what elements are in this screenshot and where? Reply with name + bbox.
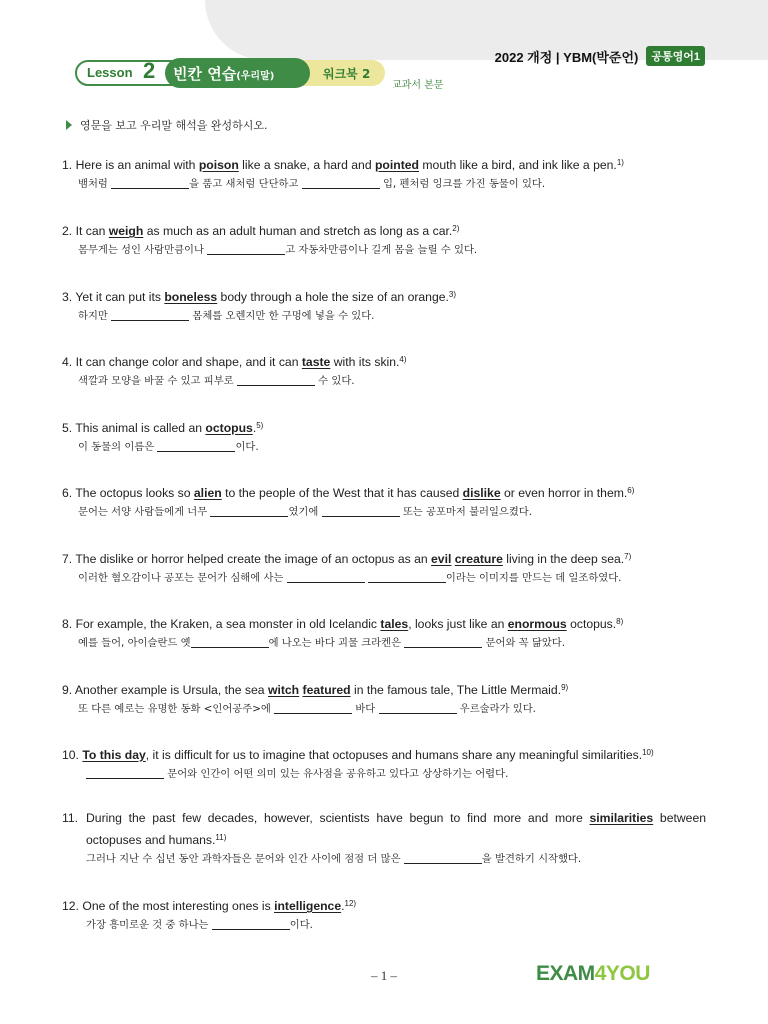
- sentence-text: During the past few decades, however, scientists have begun to find more and more: [86, 811, 590, 825]
- answer-blank[interactable]: [210, 505, 288, 517]
- korean-translation: [62, 569, 712, 588]
- curriculum-label: 2022 개정 | YBM(박준언): [494, 49, 639, 65]
- footnote-mark: 5): [256, 421, 264, 430]
- footnote-mark: 7): [624, 552, 632, 561]
- translation-text: 몸체를 오렌지만 한 구멍에 넣을 수 있다.: [189, 310, 375, 322]
- translation-text: 뱀처럼: [78, 178, 112, 190]
- exercise-item: [62, 219, 712, 260]
- korean-translation: [62, 438, 712, 457]
- english-sentence: [62, 416, 712, 438]
- korean-translation: [62, 634, 712, 653]
- exercise-item: [62, 678, 712, 719]
- footnote-mark: 9): [561, 683, 569, 692]
- footnote-mark: 6): [627, 486, 635, 495]
- keyword: boneless: [164, 290, 218, 304]
- english-sentence: [62, 219, 712, 241]
- sentence-text: It can: [75, 224, 109, 238]
- translation-text: 에 나오는 바다 괴물 크라켄은: [268, 637, 405, 649]
- instruction-text: 영문을 보고 우리말 해석을 완성하시오.: [80, 119, 268, 132]
- answer-blank[interactable]: [207, 243, 285, 255]
- sentence-text: as much as an adult human and stretch as long as a car.: [143, 224, 453, 238]
- answer-blank[interactable]: [322, 505, 400, 517]
- answer-blank[interactable]: [157, 440, 235, 452]
- answer-blank[interactable]: [302, 177, 380, 189]
- item-number: 9.: [62, 683, 73, 697]
- translation-text: 가장 흥미로운 것 중 하나는: [86, 919, 212, 931]
- translation-text: 을 발견하기 시작했다.: [481, 853, 582, 865]
- footnote-mark: 3): [448, 290, 457, 299]
- lesson-banner: [75, 58, 387, 88]
- sentence-body: [86, 809, 706, 850]
- translation-text: 문어는 서양 사람들에게 너무: [78, 506, 211, 518]
- sentence-text: body through a hole the size of an orange.: [217, 290, 449, 304]
- footnote-mark: 11): [215, 833, 227, 842]
- english-sentence: [62, 547, 712, 569]
- english-sentence: [62, 285, 712, 307]
- keyword: poison: [198, 158, 239, 172]
- workbook-label: 워크북 2: [323, 67, 371, 81]
- answer-blank[interactable]: [368, 571, 446, 583]
- answer-blank[interactable]: [379, 702, 457, 714]
- logo-part: EXAM: [536, 962, 595, 985]
- instruction: [66, 117, 268, 133]
- translation-text: 이다.: [235, 441, 259, 453]
- english-sentence: [62, 612, 712, 634]
- answer-blank[interactable]: [111, 309, 189, 321]
- keyword: octopus: [205, 421, 253, 435]
- english-sentence: [62, 153, 712, 175]
- footnote-mark: 8): [616, 617, 624, 626]
- korean-translation: [62, 850, 712, 869]
- sentence-text: , it is difficult for us to imagine that octopuses and humans share any meaningful similarities.: [145, 748, 643, 762]
- sentence-text: .: [341, 899, 345, 913]
- english-sentence: [62, 894, 712, 916]
- answer-blank[interactable]: [287, 571, 365, 583]
- translation-text: 문어와 꼭 닮았다.: [482, 637, 566, 649]
- keyword: alien: [193, 486, 222, 500]
- keyword: pointed: [374, 158, 419, 172]
- item-number: 10.: [62, 748, 79, 762]
- sentence-text: or even horror in them.: [500, 486, 628, 500]
- translation-text: 문어와 인간이 어떤 의미 있는 유사점을 공유하고 있다고 상상하기는 어렵다.: [164, 768, 509, 780]
- keyword: featured: [302, 683, 351, 697]
- english-sentence: [62, 481, 712, 503]
- korean-translation: [62, 372, 712, 391]
- keyword: taste: [301, 355, 331, 369]
- sentence-text: with its skin.: [330, 355, 400, 369]
- exercise-item: [62, 809, 712, 869]
- korean-translation: [62, 241, 712, 260]
- translation-text: 이다.: [289, 919, 313, 931]
- korean-translation: [62, 765, 712, 784]
- keyword: dislike: [462, 486, 501, 500]
- item-number: 5.: [62, 421, 73, 435]
- answer-blank[interactable]: [237, 374, 315, 386]
- translation-text: 이 동물의 이름은: [78, 441, 158, 453]
- item-number: 4.: [62, 355, 73, 369]
- item-number: 1.: [62, 158, 73, 172]
- sentence-text: .: [252, 421, 257, 435]
- sentence-text: The octopus looks so: [75, 486, 194, 500]
- translation-text: 수 있다.: [314, 375, 355, 387]
- logo-part: 4YOU: [594, 962, 650, 985]
- exercise-item: [62, 743, 712, 784]
- exercise-item: [62, 350, 712, 391]
- translation-text: 예를 들어, 아이슬란드 옛: [78, 637, 191, 649]
- sentence-text: living in the deep sea.: [502, 552, 625, 566]
- translation-text: 색깔과 모양을 바꿀 수 있고 피부로: [78, 375, 237, 387]
- translation-text: 또 다른 예로는 유명한 동화 <인어공주>에: [78, 703, 275, 715]
- page-number: – 1 –: [371, 968, 397, 983]
- sentence-text: Here is an animal with: [75, 158, 199, 172]
- translation-text: 바다: [352, 703, 379, 715]
- item-number: 3.: [62, 290, 73, 304]
- sentence-text: Another example is Ursula, the sea: [74, 683, 268, 697]
- sentence-text: mouth like a bird, and ink like a pen.: [419, 158, 617, 172]
- sentence-text: between octopuses and humans.: [86, 811, 706, 847]
- sentence-text: octopus.: [566, 617, 617, 631]
- item-number: 8.: [62, 617, 73, 631]
- keyword: To this day: [82, 748, 146, 762]
- footnote-mark: 10): [642, 748, 654, 757]
- exercise-item: [62, 153, 712, 194]
- triangle-bullet-icon: [66, 120, 72, 130]
- translation-text: 우르술라가 있다.: [456, 703, 536, 715]
- translation-text: 하지만: [78, 310, 112, 322]
- exercise-item: [62, 547, 712, 588]
- english-sentence: [62, 743, 712, 765]
- exercise-item: [62, 481, 712, 522]
- keyword: enormous: [507, 617, 567, 631]
- answer-blank[interactable]: [274, 702, 352, 714]
- english-sentence: [62, 678, 712, 700]
- korean-translation: [62, 700, 712, 719]
- keyword: creature: [454, 552, 503, 566]
- item-number: 2.: [62, 224, 73, 238]
- exercise-item: [62, 612, 712, 653]
- worksheet-title: [173, 63, 274, 84]
- title-subtext: (우리말): [236, 71, 275, 82]
- translation-text: 였기에: [288, 506, 322, 518]
- lesson-number: 2: [143, 58, 156, 83]
- sentence-text: to the people of the West that it has caused: [221, 486, 463, 500]
- sentence-text: One of the most interesting ones is: [82, 899, 275, 913]
- exercise-item: [62, 285, 712, 326]
- title-text: 빈칸 연습: [173, 65, 237, 83]
- answer-blank[interactable]: [191, 636, 269, 648]
- keyword: similarities: [589, 811, 654, 825]
- sentence-text: For example, the Kraken, a sea monster in old Icelandic: [75, 617, 381, 631]
- answer-blank[interactable]: [111, 177, 189, 189]
- translation-text: 고 자동차만큼이나 길게 몸을 늘릴 수 있다.: [285, 244, 478, 256]
- keyword: weigh: [108, 224, 144, 238]
- item-number: 12.: [62, 899, 79, 913]
- sentence-text: This animal is called an: [75, 421, 206, 435]
- textbook-label: 교과서 본문: [392, 80, 444, 91]
- answer-blank[interactable]: [404, 636, 482, 648]
- translation-text: 몸무게는 성인 사람만큼이나: [78, 244, 208, 256]
- exam4you-logo: [536, 962, 650, 986]
- korean-translation: [62, 175, 712, 194]
- sentence-text: It can change color and shape, and it can: [75, 355, 302, 369]
- translation-text: 그러나 지난 수 십년 동안 과학자들은 문어와 인간 사이에 점점 더 많은: [86, 853, 404, 865]
- translation-text: 이라는 이미지를 만드는 데 일조하였다.: [445, 572, 622, 584]
- header-info: [495, 46, 705, 66]
- translation-text: 입, 펜처럼 잉크를 가진 동물이 있다.: [379, 178, 546, 190]
- korean-translation: [62, 916, 712, 935]
- answer-blank[interactable]: [86, 767, 164, 779]
- item-number: 7.: [62, 552, 73, 566]
- korean-translation: [62, 307, 712, 326]
- keyword: evil: [431, 552, 452, 566]
- footnote-mark: 4): [399, 355, 407, 364]
- sentence-text: , looks just like an: [408, 617, 508, 631]
- translation-text: 이러한 혐오감이나 공포는 문어가 심해에 사는: [78, 572, 287, 584]
- keyword: intelligence: [274, 899, 342, 913]
- footnote-mark: 2): [452, 224, 460, 233]
- lesson-label: Lesson: [87, 65, 133, 80]
- exercise-item: [62, 416, 712, 457]
- english-sentence: [62, 809, 712, 850]
- sentence-text: The dislike or horror helped create the image of an octopus as an: [75, 552, 432, 566]
- english-sentence: [62, 350, 712, 372]
- item-number: 11.: [62, 811, 79, 825]
- footnote-mark: 12): [344, 899, 357, 908]
- sentence-text: in the famous tale, The Little Mermaid.: [350, 683, 562, 697]
- keyword: witch: [267, 683, 300, 697]
- sentence-text: Yet it can put its: [75, 290, 165, 304]
- translation-text: 또는 공포마저 불러일으켰다.: [399, 506, 533, 518]
- translation-text: 을 품고 새처럼 단단하고: [189, 178, 302, 190]
- exercise-item: [62, 894, 712, 935]
- footnote-mark: 1): [616, 158, 624, 167]
- answer-blank[interactable]: [212, 918, 290, 930]
- korean-translation: [62, 503, 712, 522]
- subject-badge: 공통영어1: [646, 46, 705, 66]
- sentence-text: like a snake, a hard and: [238, 158, 375, 172]
- item-number: 6.: [62, 486, 73, 500]
- keyword: tales: [380, 617, 409, 631]
- answer-blank[interactable]: [404, 852, 482, 864]
